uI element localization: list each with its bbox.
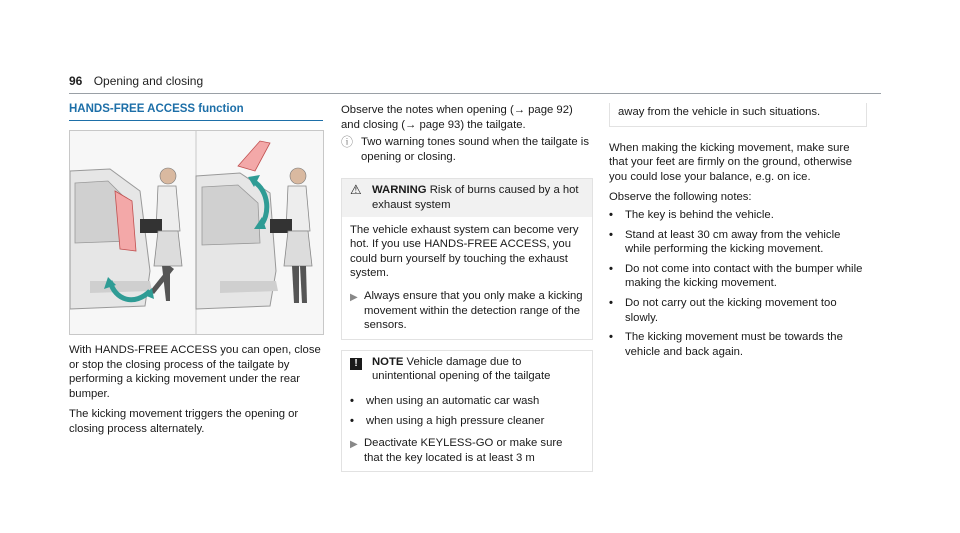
warning-action-text: Always ensure that you only make a kicking movement within the detection range of the sensors. (364, 289, 583, 332)
warning-triangle-icon: ⚠ (350, 182, 362, 198)
instruction-bullet-list (609, 208, 867, 359)
warning-box (341, 178, 593, 339)
section-title-rule (69, 120, 323, 121)
note-box (341, 350, 593, 473)
list-item: • when using an automatic car wash (350, 394, 540, 407)
list-item: • The key is behind the vehicle. (609, 208, 774, 221)
page-number: 96 (69, 74, 83, 88)
list-item: • The kicking movement must be towards the vehicle and back again. (609, 331, 843, 358)
info-icon: ⓘ (341, 135, 354, 150)
note-continued-text: away from the vehicle in such situations. (618, 106, 821, 118)
action-arrow-icon: ▶ (350, 291, 358, 303)
kicking-movement-figure (70, 131, 323, 334)
warning-header (342, 179, 592, 216)
observe-notes-text: Observe the notes when opening (→ page 92) and closing (→ page 93) the tailgate. (341, 104, 573, 131)
hands-free-illustration (69, 130, 324, 335)
note-label: NOTE (372, 355, 404, 368)
note-header (342, 351, 592, 388)
notes-column (341, 103, 593, 472)
warning-action (350, 289, 584, 333)
header-divider (69, 93, 881, 94)
instructions-column (609, 103, 867, 364)
info-note (341, 135, 593, 164)
kicking-movement-paragraph: When making the kicking movement, make sure that your feet are firmly on the ground, otherwise you could lose your balance, e.g. on ice. (609, 141, 853, 183)
observe-following-text: Observe the following notes: (609, 191, 752, 204)
chapter-title: Opening and closing (93, 74, 204, 88)
info-note-text: Two warning tones sound when the tailgate is opening or closing. (361, 136, 589, 163)
warning-body (342, 217, 592, 339)
note-heading-text: Vehicle damage due to unintentional opening of the tailgate (372, 355, 551, 383)
warning-body-text: The vehicle exhaust system can become very hot. If you use HANDS-FREE ACCESS, you could burn yourself by touching the exhaust system. (350, 223, 579, 280)
note-action-text: Deactivate KEYLESS-GO or make sure that the key located is at least 3 m (364, 437, 563, 464)
intro-text (69, 343, 329, 443)
list-item: • Do not carry out the kicking movement too slowly. (609, 296, 837, 324)
list-item: • Do not come into contact with the bumper while making the kicking movement. (609, 262, 863, 290)
warning-label: WARNING (372, 184, 427, 197)
list-item: • Stand at least 30 cm away from the vehicle while performing the kicking movement. (609, 228, 841, 256)
note-box-continued (609, 103, 867, 127)
note-action (350, 436, 584, 465)
section-title: HANDS-FREE ACCESS function (69, 103, 244, 115)
note-bullet-list (350, 394, 584, 428)
note-body (342, 388, 592, 471)
list-item: • when using a high pressure cleaner (350, 414, 545, 427)
intro-paragraph-2: The kicking movement triggers the opening or closing process alternately. (69, 408, 299, 435)
warning-heading-text: Risk of burns caused by a hot exhaust system (372, 184, 579, 211)
page-header (69, 74, 203, 88)
exclamation-icon: ! (350, 358, 362, 370)
intro-paragraph-1: With HANDS-FREE ACCESS you can open, close or stop the closing process of the tailgate by performing a kicking movement under the rear bumper. (69, 344, 321, 400)
action-arrow-icon: ▶ (350, 439, 358, 451)
